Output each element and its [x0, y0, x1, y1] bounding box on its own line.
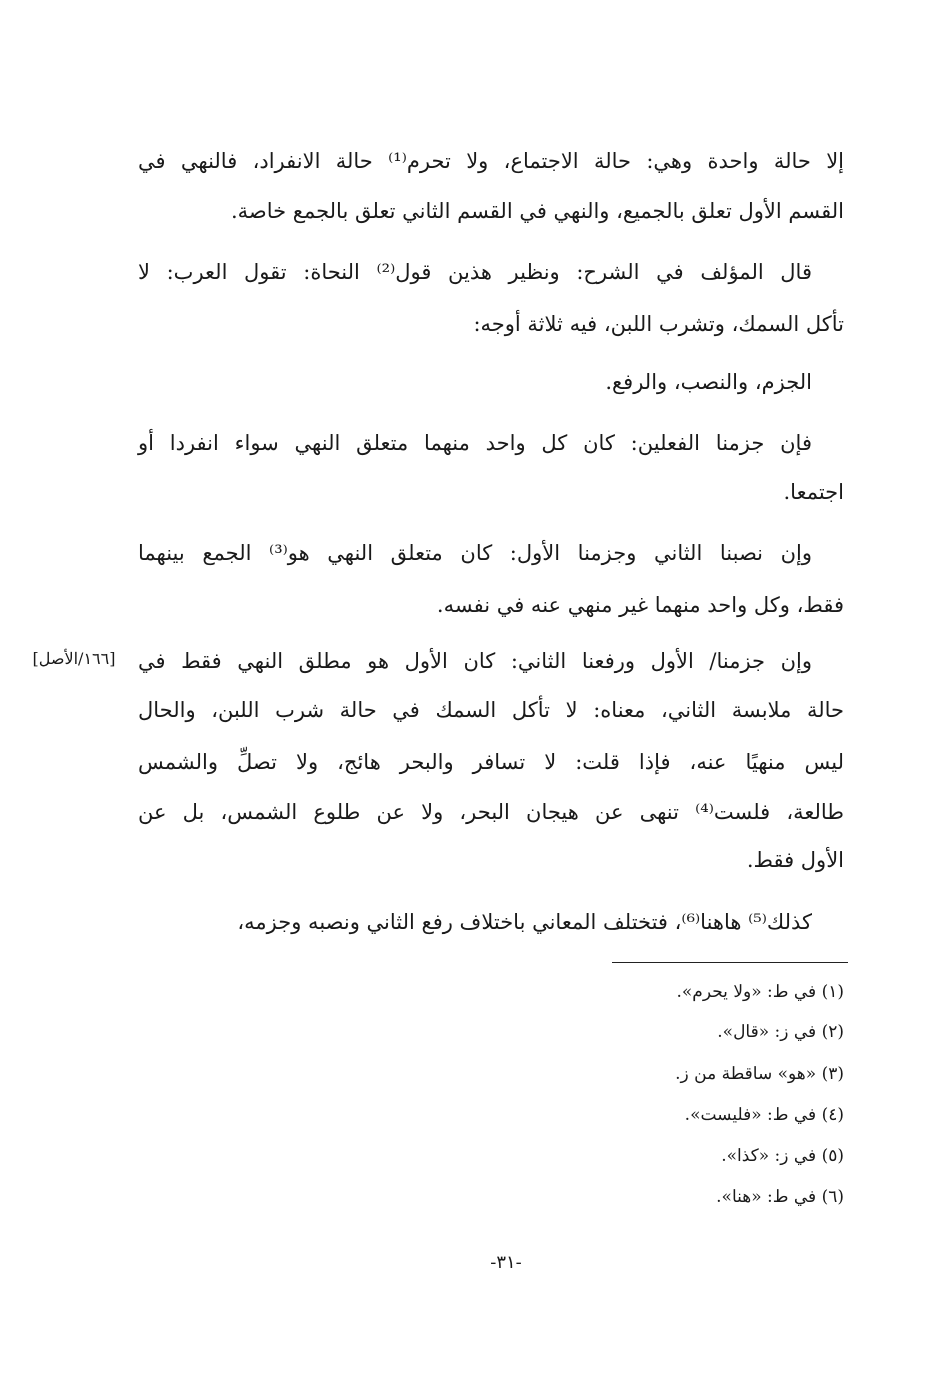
body-line: اجتمعا. [783, 480, 844, 504]
body-line: فإن جزمنا الفعلين: كان كل واحد منهما متعلق النهي سواء انفردا أو [138, 431, 812, 455]
footnote-separator [612, 962, 848, 963]
body-line: قال المؤلف في الشرح: ونظير هذين قول⁽²⁾ النحاة: تقول العرب: لا [138, 260, 812, 284]
body-line: وإن جزمنا/ الأول ورفعنا الثاني: كان الأول هو مطلق النهي فقط في [138, 649, 812, 673]
body-line: وإن نصبنا الثاني وجزمنا الأول: كان متعلق النهي هو⁽³⁾ الجمع بينهما [138, 541, 812, 565]
body-line: ليس منهيًا عنه، فإذا قلت: لا تسافر والبحر هائج، ولا تصلِّ والشمس [138, 750, 844, 774]
body-line: الجزم، والنصب، والرفع. [605, 370, 812, 394]
footnote: (٥) في ز: «كذا». [721, 1146, 844, 1166]
body-line: إلا حالة واحدة وهي: حالة الاجتماع، ولا تحرم⁽¹⁾ حالة الانفراد، فالنهي في [138, 149, 845, 173]
body-line: حالة ملابسة الثاني، معناه: لا تأكل السمك في حالة شرب اللبن، والحال [138, 698, 844, 722]
footnote: (١) في ط: «ولا يحرم». [676, 982, 844, 1002]
page-number: -٣١- [490, 1252, 522, 1273]
body-line: فقط، وكل واحد منهما غير منهي عنه في نفسه. [436, 593, 844, 617]
footnote: (٣) «هو» ساقطة من ز. [675, 1064, 844, 1084]
footnote: (٦) في ط: «هنا». [716, 1187, 844, 1207]
footnote: (٢) في ز: «قال». [717, 1022, 844, 1042]
body-line: الأول فقط. [746, 848, 844, 872]
body-line: كذلك⁽⁵⁾ هاهنا⁽⁶⁾، فتختلف المعاني باختلاف رفع الثاني ونصبه وجزمه، [237, 910, 812, 934]
body-line: تأكل السمك، وتشرب اللبن، فيه ثلاثة أوجه: [473, 312, 844, 336]
body-line: القسم الأول تعلق بالجميع، والنهي في القسم الثاني تعلق بالجمع خاصة. [230, 199, 844, 223]
footnote: (٤) في ط: «فليست». [684, 1105, 844, 1125]
margin-page-reference: [١٦٦/الأصل] [32, 649, 116, 668]
body-line: طالعة، فلست⁽⁴⁾ تنهى عن هيجان البحر، ولا عن طلوع الشمس، بل عن [138, 800, 845, 824]
